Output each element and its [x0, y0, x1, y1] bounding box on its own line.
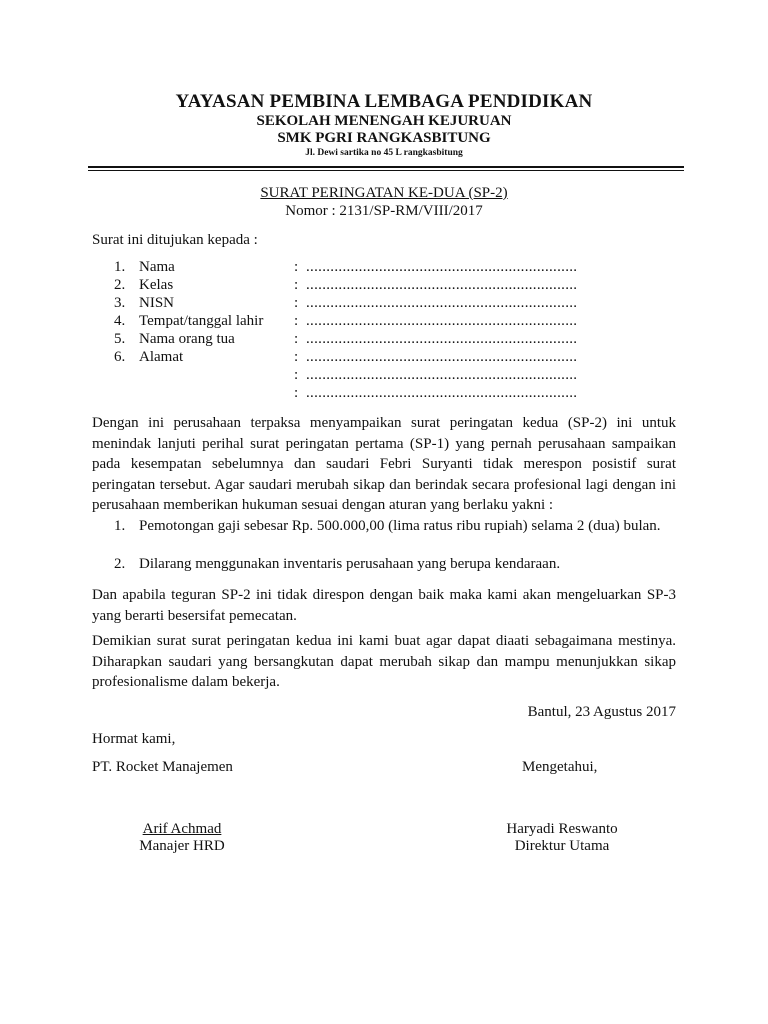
field-row: [0, 331, 768, 349]
field-label: Alamat: [139, 349, 184, 365]
field-blank: ...................................................................: [306, 331, 578, 347]
field-blank: ...................................................................: [306, 259, 578, 275]
letter-number: Nomor : 2131/SP-RM/VIII/2017: [285, 203, 483, 219]
field-colon: :: [294, 331, 299, 347]
signatory-left-title: Manajer HRD: [139, 838, 225, 854]
field-number: 3.: [114, 295, 126, 311]
field-row: [0, 367, 768, 385]
field-colon: :: [294, 259, 299, 275]
field-blank: ...................................................................: [306, 349, 578, 365]
field-blank: ...................................................................: [306, 313, 578, 329]
body-paragraph-1: [92, 413, 676, 516]
field-blank: ...................................................................: [306, 367, 578, 383]
company-name: PT. Rocket Manajemen: [92, 759, 233, 775]
body-paragraph-3: [92, 631, 676, 693]
penalty-text: Dilarang menggunakan inventaris perusahaan yang berupa kendaraan.: [139, 556, 561, 572]
signatory-right-title: Direktur Utama: [514, 838, 610, 854]
field-colon: :: [294, 277, 299, 293]
penalty-number: 1.: [114, 518, 126, 534]
letter-title: SURAT PERINGATAN KE-DUA (SP-2): [260, 185, 508, 201]
school-address: Jl. Dewi sartika no 45 L rangkasbitung: [305, 148, 463, 158]
penalty-number: 2.: [114, 556, 126, 572]
field-row: [0, 349, 768, 367]
letterhead-rule-thin: [88, 170, 684, 171]
paragraph-text: Dan apabila teguran SP-2 ini tidak direspon dengan baik maka kami akan mengeluarkan SP-3 yang berarti besersifat pemecatan.: [92, 587, 676, 624]
body-paragraph-2: [92, 585, 676, 626]
field-number: 1.: [114, 259, 126, 275]
penalty-item: [0, 554, 768, 576]
field-label: Kelas: [139, 277, 174, 293]
field-label: Nama: [139, 259, 175, 275]
field-row: [0, 295, 768, 313]
field-label: NISN: [139, 295, 175, 311]
field-colon: :: [294, 349, 299, 365]
field-blank: ...................................................................: [306, 385, 578, 401]
field-row: [0, 313, 768, 331]
acknowledged-label: Mengetahui,: [522, 759, 598, 775]
field-number: 5.: [114, 331, 126, 347]
field-row: [0, 277, 768, 295]
school-type: SEKOLAH MENENGAH KEJURUAN: [256, 113, 512, 129]
addressed-to: Surat ini ditujukan kepada :: [92, 232, 258, 248]
field-number: 6.: [114, 349, 126, 365]
foundation-name: YAYASAN PEMBINA LEMBAGA PENDIDIKAN: [175, 91, 593, 112]
field-colon: :: [294, 313, 299, 329]
field-colon: :: [294, 367, 299, 383]
field-number: 2.: [114, 277, 126, 293]
penalty-item: [0, 516, 768, 538]
paragraph-text: Demikian surat surat peringatan kedua ini kami buat agar dapat diaati sebagaimana mestinya. Diharapkan saudari yang bersangkutan dapat merubah sikap dan mampu menunjukkan sikap profesionalisme dalam bekerja.: [92, 633, 676, 690]
signatory-right-name: Haryadi Reswanto: [506, 821, 618, 837]
signatory-left-name: Arif Achmad: [142, 821, 222, 837]
paragraph-text: Dengan ini perusahaan terpaksa menyampaikan surat peringatan kedua (SP-2) ini untuk menindak lanjuti perihal surat peringatan pertama (SP-1) yang pernah perusahaan sampaikan pada kesempatan sebelumnya dan saudari Febri Suryanti tidak merespon posistif surat peringatan tersebut. Agar saudari merubah sikap dan berindak secara profesional lagi dengan ini perusahaan memberikan hukuman sesuai dengan aturan yang berlaku yakni :: [92, 415, 676, 513]
place-date: Bantul, 23 Agustus 2017: [527, 704, 676, 720]
field-colon: :: [294, 385, 299, 401]
field-label: Tempat/tanggal lahir: [139, 313, 264, 329]
field-label: Nama orang tua: [139, 331, 235, 347]
field-blank: ...................................................................: [306, 277, 578, 293]
field-colon: :: [294, 295, 299, 311]
closing: Hormat kami,: [92, 731, 176, 747]
school-name: SMK PGRI RANGKASBITUNG: [277, 130, 491, 146]
field-blank: ...................................................................: [306, 295, 578, 311]
field-row: [0, 385, 768, 403]
penalty-text: Pemotongan gaji sebesar Rp. 500.000,00 (lima ratus ribu rupiah) selama 2 (dua) bulan.: [139, 518, 661, 534]
field-row: [0, 259, 768, 277]
field-number: 4.: [114, 313, 126, 329]
letterhead-rule-thick: [88, 166, 684, 168]
